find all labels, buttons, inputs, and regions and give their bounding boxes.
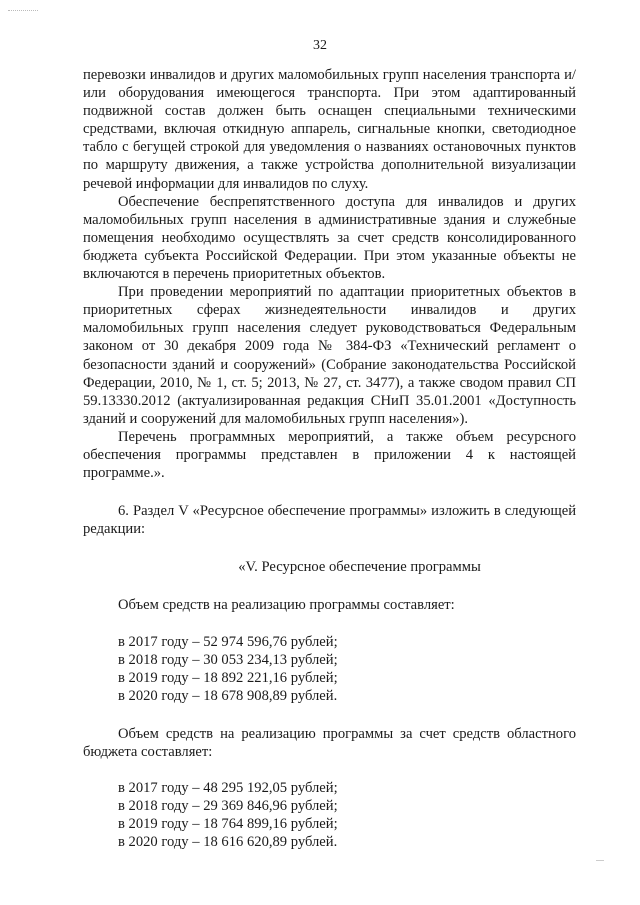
list-item: в 2018 году – 29 369 846,96 рублей; (118, 798, 338, 815)
total-funding-list (83, 633, 576, 705)
list-item: в 2018 году – 30 053 234,13 рублей; (118, 651, 338, 668)
list-item: в 2020 году – 18 678 908,89 рублей. (118, 687, 338, 704)
list-item: в 2017 году – 52 974 596,76 рублей; (118, 633, 338, 650)
paragraph-admin-buildings: Обеспечение беспрепятственного доступа для инвалидов и других маломобильных групп населения в административные здания и служебные помещения необходимо осуществлять за счет средств консолидированного бюджета субъекта Российской Федерации. При этом указанные объекты не включаются в перечень приоритетных объектов. (83, 193, 576, 283)
paragraph-transport: перевозки инвалидов и других маломобильных групп населения транспорта и/или оборудования имеющегося транспорта. При этом адаптированный подвижной состав должен быть оснащен специальными техническими средствами, включая откидную аппарель, сигнальные кнопки, светодиодное табло с бегущей строкой для уведомления о названиях остановочных пунктов по маршруту движения, а также устройства дополнительной визуализации речевой информации для инвалидов по слуху. (83, 67, 576, 192)
scan-artifact (596, 860, 604, 862)
list-item: в 2019 году – 18 892 221,16 рублей; (118, 669, 338, 686)
paragraph-measures-list: Перечень программных мероприятий, а также объем ресурсного обеспечения программы представлен в приложении 4 к настоящей программе.». (83, 428, 576, 482)
item-6: 6. Раздел V «Ресурсное обеспечение программы» изложить в следующей редакции: (83, 503, 576, 538)
regional-funding-list (83, 779, 576, 851)
regional-funding-lead: Объем средств на реализацию программы за счет средств областного бюджета составляет: (83, 725, 576, 760)
list-item: в 2017 году – 48 295 192,05 рублей; (118, 780, 338, 797)
section-heading: «V. Ресурсное обеспечение программы (238, 559, 481, 576)
scan-artifact (8, 10, 38, 12)
document-body (83, 66, 576, 851)
paragraph-priority-objects: При проведении мероприятий по адаптации приоритетных объектов в приоритетных сферах жизнедеятельности инвалидов и других маломобильных групп населения следует руководствоваться Федеральным законом от 30 декабря 2009 года № 384-ФЗ «Технический регламент о безопасности зданий и сооружений» (Собрание законодательства Российской Федерации, 2010, № 1, ст. 5; 2013, № 27, ст. 3477), а также сводом правил СП 59.13330.2012 (актуализированная редакция СНиП 35.01.2001 «Доступность зданий и сооружений для маломобильных групп населения»). (83, 284, 576, 427)
page-number: 32 (313, 38, 327, 53)
list-item: в 2019 году – 18 764 899,16 рублей; (118, 816, 338, 833)
total-funding-lead: Объем средств на реализацию программы составляет: (118, 597, 455, 614)
list-item: в 2020 году – 18 616 620,89 рублей. (118, 834, 338, 851)
